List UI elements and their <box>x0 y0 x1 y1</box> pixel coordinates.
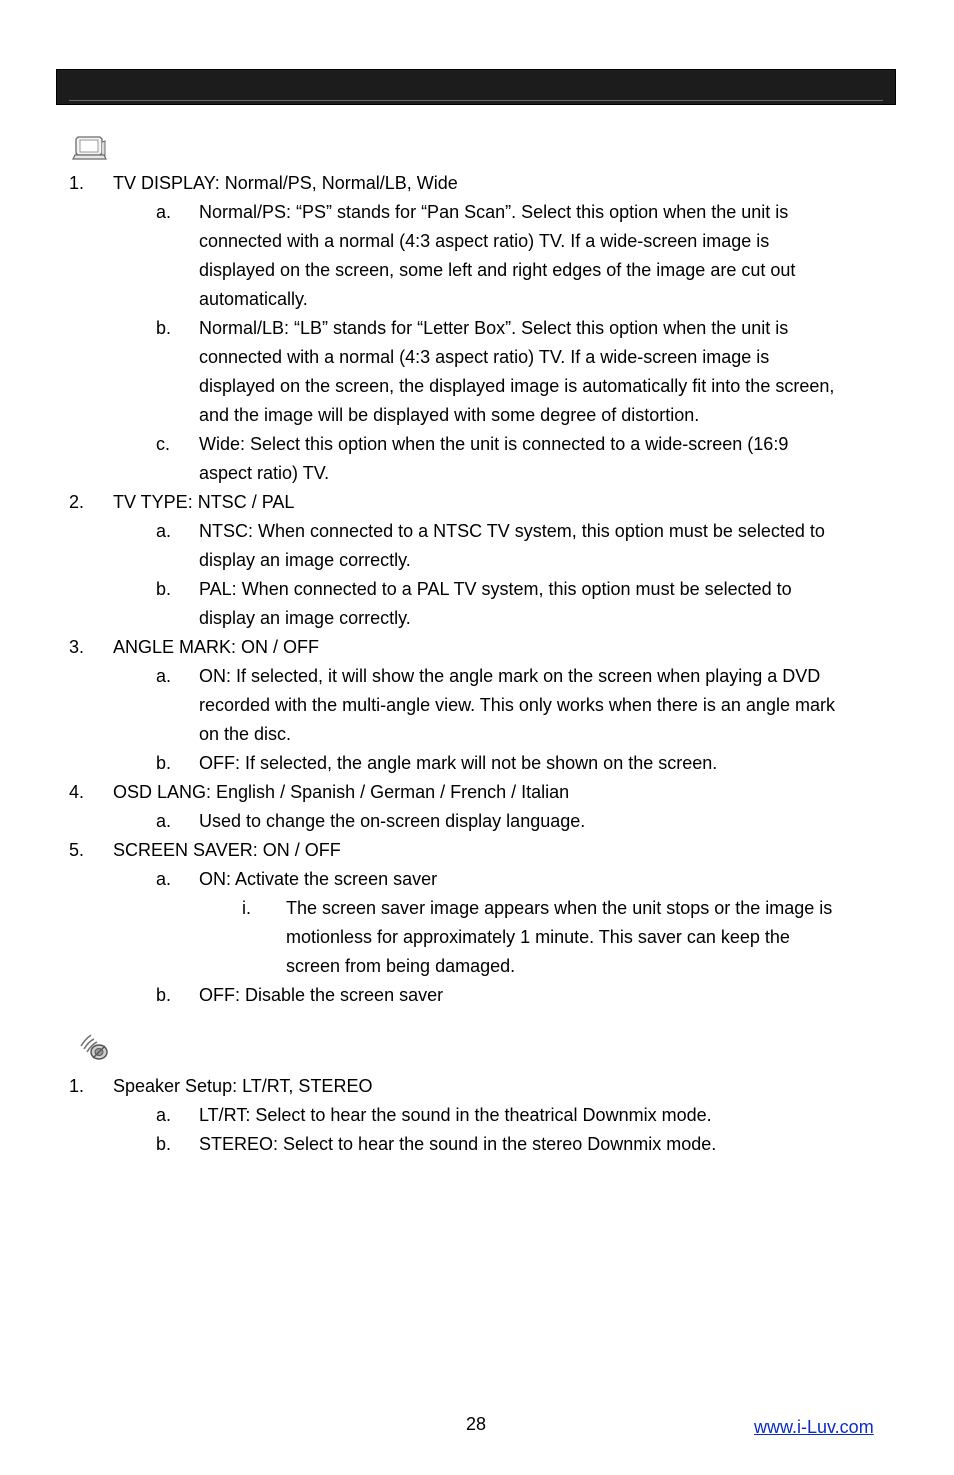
sub-item-label: b. <box>156 985 172 1005</box>
video-setup-item-number: 2. <box>69 492 85 512</box>
sub-item-label: a. <box>156 811 172 831</box>
sub-item-text: Wide: Select this option when the unit is connected to a wide-screen (16:9 <box>199 434 789 454</box>
audio-setup-item-number: 1. <box>69 1076 85 1096</box>
sub-item-text: Normal/LB: “LB” stands for “Letter Box”. Select this option when the unit is <box>199 318 789 338</box>
video-setup-item-title: OSD LANG: English / Spanish / German / French / Italian <box>113 782 570 802</box>
sub-item-label: a. <box>156 521 172 541</box>
sub-item-text: ON: Activate the screen saver <box>199 869 438 889</box>
sub-item-text: Used to change the on-screen display language. <box>199 811 586 831</box>
sub-item-label: a. <box>156 202 172 222</box>
sub-sub-item-text: screen from being damaged. <box>286 956 516 976</box>
video-setup-item-title: TV DISPLAY: Normal/PS, Normal/LB, Wide <box>113 173 458 193</box>
website-link[interactable]: www.i-Luv.com <box>754 1417 874 1437</box>
sub-item-text: on the disc. <box>199 724 292 744</box>
sub-sub-item-text: motionless for approximately 1 minute. This saver can keep the <box>286 927 790 947</box>
video-setup-item-number: 1. <box>69 173 85 193</box>
video-setup-item-number: 5. <box>69 840 85 860</box>
sub-item-text: connected with a normal (4:3 aspect ratio) TV. If a wide-screen image is <box>199 231 770 251</box>
sub-item-label: b. <box>156 1134 172 1154</box>
page-number: 28 <box>466 1414 487 1434</box>
sub-item-text: display an image correctly. <box>199 608 411 628</box>
sub-item-text: OFF: If selected, the angle mark will not be shown on the screen. <box>199 753 718 773</box>
audio-setup-item-title: Speaker Setup: LT/RT, STEREO <box>113 1076 373 1096</box>
sub-item-label: a. <box>156 869 172 889</box>
video-setup-item-title: SCREEN SAVER: ON / OFF <box>113 840 341 860</box>
section-header-bar <box>56 69 896 105</box>
sub-item-label: b. <box>156 753 172 773</box>
sub-item-text: displayed on the screen, the displayed image is automatically fit into the screen, <box>199 376 835 396</box>
video-setup-item-title: ANGLE MARK: ON / OFF <box>113 637 320 657</box>
sub-sub-item-text: The screen saver image appears when the unit stops or the image is <box>286 898 833 918</box>
sub-item-label: c. <box>156 434 171 454</box>
sub-item-text: displayed on the screen, some left and right edges of the image are cut out <box>199 260 796 280</box>
sub-item-text: ON: If selected, it will show the angle mark on the screen when playing a DVD <box>199 666 821 686</box>
sub-item-text: aspect ratio) TV. <box>199 463 330 483</box>
sub-item-text: NTSC: When connected to a NTSC TV system, this option must be selected to <box>199 521 825 541</box>
video-setup-item-number: 4. <box>69 782 85 802</box>
sub-item-text: Normal/PS: “PS” stands for “Pan Scan”. Select this option when the unit is <box>199 202 789 222</box>
sub-item-text: LT/RT: Select to hear the sound in the theatrical Downmix mode. <box>199 1105 712 1125</box>
sub-item-label: a. <box>156 1105 172 1125</box>
sub-item-text: recorded with the multi-angle view. This only works when there is an angle mark <box>199 695 835 715</box>
sub-item-text: automatically. <box>199 289 308 309</box>
sub-item-text: display an image correctly. <box>199 550 411 570</box>
sub-item-text: PAL: When connected to a PAL TV system, this option must be selected to <box>199 579 792 599</box>
sub-item-text: connected with a normal (4:3 aspect ratio) TV. If a wide-screen image is <box>199 347 770 367</box>
speaker-audio-icon <box>78 1033 112 1063</box>
sub-sub-item-label: i. <box>242 898 251 918</box>
sub-item-label: b. <box>156 318 172 338</box>
sub-item-text: STEREO: Select to hear the sound in the stereo Downmix mode. <box>199 1134 717 1154</box>
sub-item-label: a. <box>156 666 172 686</box>
tv-icon <box>72 133 108 161</box>
sub-item-label: b. <box>156 579 172 599</box>
video-setup-item-number: 3. <box>69 637 85 657</box>
sub-item-text: OFF: Disable the screen saver <box>199 985 444 1005</box>
video-setup-item-title: TV TYPE: NTSC / PAL <box>113 492 295 512</box>
sub-item-text: and the image will be displayed with some degree of distortion. <box>199 405 700 425</box>
